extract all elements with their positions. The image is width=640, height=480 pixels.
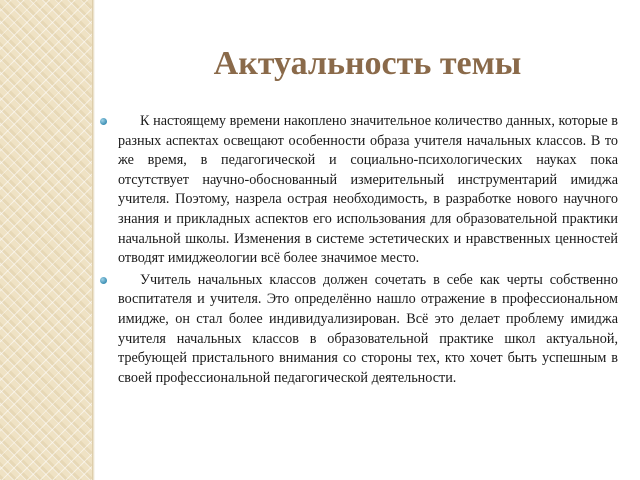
- paragraph-text: К настоящему времени накоплено значительное количество данных, которые в разных аспектах освещают особенности образа учителя начальных классов. В то же время, в педагогической и социально-психологических науках пока отсутствует научно-обоснованный измерительный инструментарий имиджа учителя. Поэтому, назрела острая необходимость, в разработке нового научного знания и прикладных аспектов его использования для образовательной практики начальной школы. Изменения в системе эстетических и нравственных ценностей отводят имиджеологии всё более значимое место.: [118, 113, 618, 267]
- decorative-side-stripe: [0, 0, 92, 480]
- bullet-list: [98, 112, 618, 388]
- slide-title: Актуальность темы: [213, 45, 522, 82]
- round-bullet-icon: [100, 277, 107, 284]
- round-bullet-icon: [100, 118, 107, 125]
- bullet-paragraph-1: [98, 112, 618, 269]
- paragraph-text: Учитель начальных классов должен сочетать в себе как черты собственно воспитателя и учителя. Это определённо нашло отражение в профессиональном имидже, он стал более индивидуализирован. Всё это делает проблему имиджа учителя начальных классов в образовательной практике школ актуальной, требующей пристального внимания со стороны тех, кто хочет быть успешным в своей профессиональной педагогической деятельности.: [118, 271, 618, 386]
- bullet-paragraph-2: [98, 271, 618, 389]
